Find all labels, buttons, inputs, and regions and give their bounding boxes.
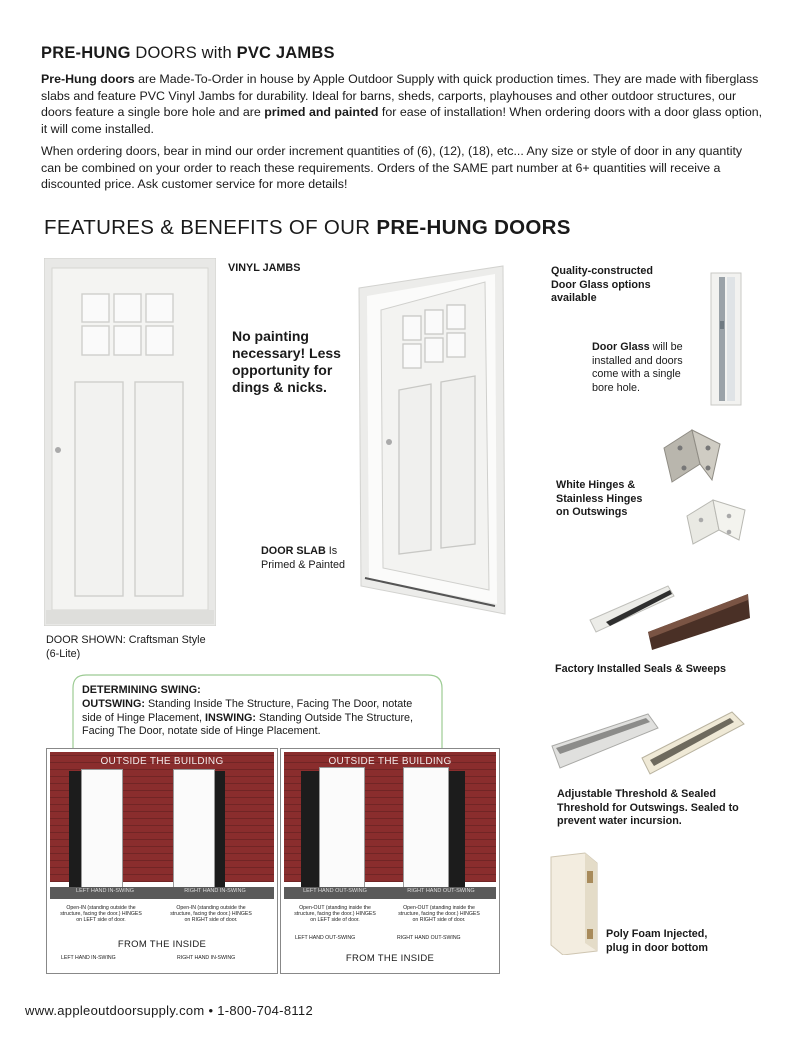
right-in-bottom-label: RIGHT HAND IN-SWING	[177, 955, 236, 961]
door-slab-label: DOOR SLAB Is Primed & Painted	[261, 545, 346, 571]
right-outswing-door	[403, 767, 449, 893]
outswing-diagram	[280, 748, 500, 974]
from-inside-label: FROM THE INSIDE	[117, 939, 207, 950]
page-title: PRE-HUNG DOORS with PVC JAMBS	[41, 44, 335, 62]
glass-options-label: Quality-constructed Door Glass options available	[551, 265, 653, 304]
right-in-label: RIGHT HAND IN-SWING	[184, 888, 246, 894]
foam-label: Poly Foam Injected, plug in door bottom	[606, 928, 708, 954]
threshold-label: Adjustable Threshold & Sealed Threshold for Outswings. Sealed to prevent water incursion.	[557, 788, 739, 827]
intro-paragraph-2: When ordering doors, bear in mind our order increment quantities of (6), (12), (18), etc... Any size or style of door in any quantity can be combined on your order to reach these requirements. Orders of the SAME part number at 6+ quantities will receive a discounted price. Ask customer service for more details!	[41, 144, 743, 192]
vinyl-jambs-label: VINYL JAMBS	[228, 262, 301, 274]
open-door-image	[355, 260, 510, 618]
left-out-bottom-label: LEFT HAND OUT-SWING	[295, 935, 356, 941]
no-painting-callout: No painting necessary! Less opportunity for dings & nicks.	[232, 328, 341, 395]
closed-door-image	[44, 258, 216, 626]
panel-title: OUTSIDE THE BUILDING	[100, 756, 224, 767]
stainless-hinge-image	[658, 426, 724, 488]
left-outswing-door	[319, 767, 365, 893]
white-hinge-image	[683, 496, 749, 548]
right-inswing-door	[173, 769, 215, 891]
swing-description: OUTSWING: Standing Inside The Structure, Facing The Door, notate side of Hinge Placement, INSWING: Standing Outside The Structure, Facing The Door, notate side of Hinge Placement.	[82, 698, 414, 737]
from-inside-label: FROM THE INSIDE	[345, 953, 435, 964]
left-inswing-door	[81, 769, 123, 891]
features-heading: FEATURES & BENEFITS OF OUR PRE-HUNG DOORS	[44, 216, 571, 239]
right-out-bottom-label: RIGHT HAND OUT-SWING	[397, 935, 461, 941]
right-in-note: Open-IN (standing outside the structure, facing the door.) HINGES on RIGHT side of door.	[170, 905, 252, 923]
seals-sweeps-image	[588, 582, 752, 652]
footer-contact: www.appleoutdoorsupply.com • 1-800-704-8112	[25, 1003, 313, 1018]
left-in-bottom-label: LEFT HAND IN-SWING	[61, 955, 116, 961]
hinges-label: White Hinges & Stainless Hinges on Outswings	[556, 479, 643, 518]
left-out-note: Open-OUT (standing inside the structure, facing the door.) HINGES on LEFT side of door.	[294, 905, 376, 923]
door-shown-caption: DOOR SHOWN: Craftsman Style (6-Lite)	[46, 634, 206, 660]
foam-plug-image	[549, 851, 601, 955]
intro-paragraph-1: Pre-Hung doors are Made-To-Order in house by Apple Outdoor Supply with quick production times. They are made with fiberglass slabs and feature PVC Vinyl Jambs for durability. Ideal for barns, sheds, carports, playhouses and other outdoor structures, our doors feature a single bore hole and are primed and painted for ease of installation! When ordering doors with a door glass option, it will come installed.	[41, 72, 763, 136]
door-glass-label: Door Glass will be installed and doors come with a single bore hole.	[592, 341, 683, 394]
jamb-profile-image	[709, 271, 743, 407]
threshold-image	[550, 708, 746, 776]
right-out-note: Open-OUT (standing inside the structure, facing the door.) HINGES on RIGHT side of door.	[398, 905, 480, 923]
swing-heading: DETERMINING SWING:	[82, 684, 201, 696]
left-in-note: Open-IN (standing outside the structure, facing the door.) HINGES on LEFT side of door.	[60, 905, 142, 923]
inswing-diagram	[46, 748, 278, 974]
seals-label: Factory Installed Seals & Sweeps	[555, 663, 727, 675]
left-in-label: LEFT HAND IN-SWING	[76, 888, 134, 894]
panel-title: OUTSIDE THE BUILDING	[328, 756, 452, 767]
right-out-label: RIGHT HAND OUT-SWING	[407, 888, 475, 894]
left-out-label: LEFT HAND OUT-SWING	[303, 888, 367, 894]
